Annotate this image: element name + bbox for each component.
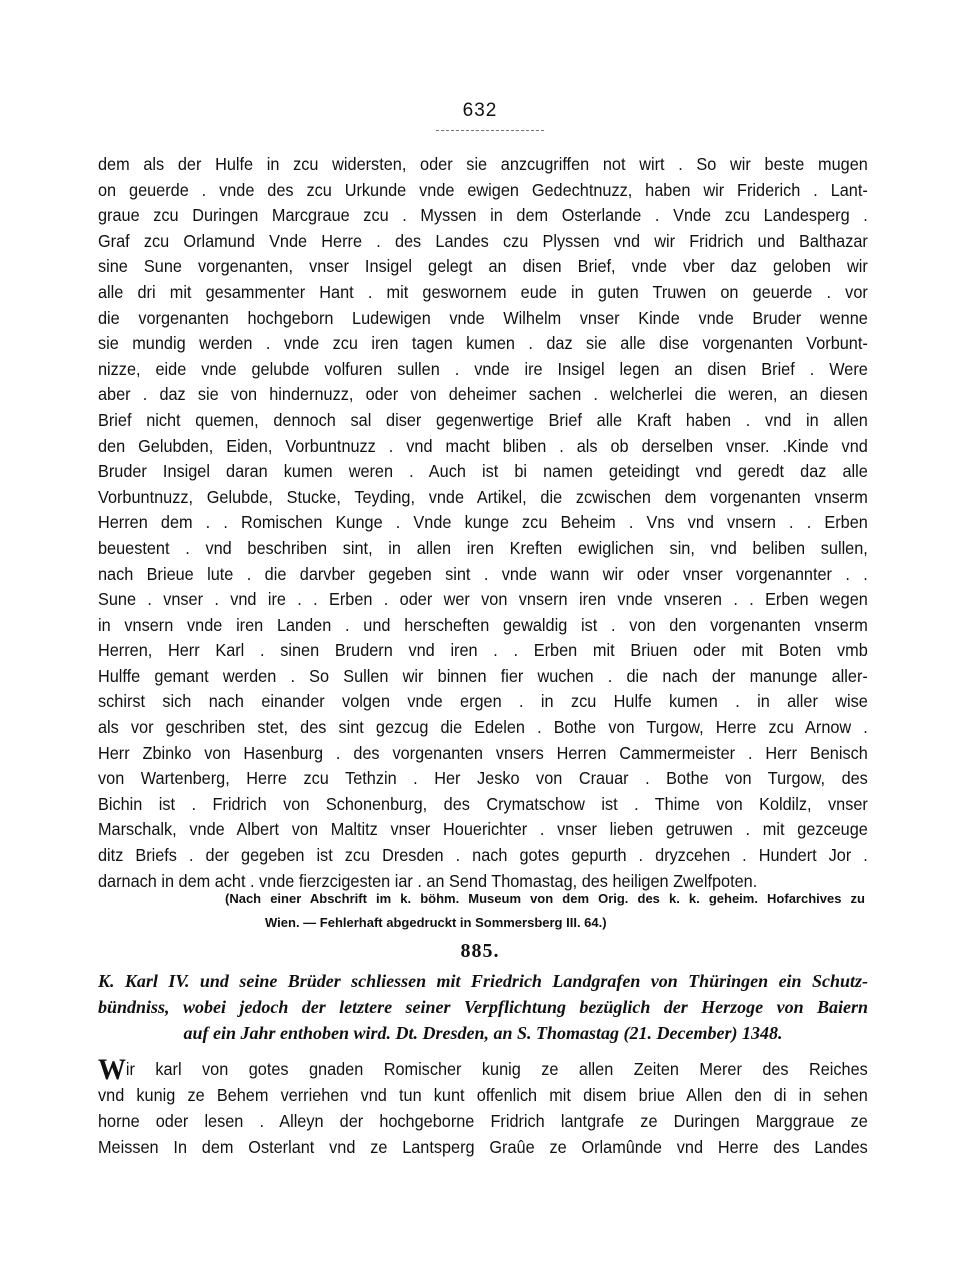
charter-line: horne oder lesen . Alleyn der hochgeborne Fridrich lantgrafe ze Duringen Marggraue ze [98,1111,868,1131]
body-line: Marschalk, vnde Albert von Maltitz vnser Houerichter . vnser lieben getruwen . mit gezceuge [98,819,868,840]
body-line: graue zcu Duringen Marcgraue zcu . Myssen in dem Osterlande . Vnde zcu Landesperg . [98,205,868,226]
body-line: Sune . vnser . vnd ire . . Erben . oder wer von vnsern iren vnde vnseren . . Erben wegen [98,589,868,610]
body-line: nizze, eide vnde gelubde volfuren sullen . vnde ire Insigel legen an disen Brief . Were [98,358,868,379]
body-line: on geuerde . vnde des zcu Urkunde vnde ewigen Gedechtnuzz, haben wir Friderich . Lant- [98,179,868,200]
body-line: den Gelubden, Eiden, Vorbuntnuzz . vnd macht bliben . als ob derselben vnser. .Kinde vnd [98,435,868,456]
source-note-line: (Nach einer Abschrift im k. böhm. Museum von dem Orig. des k. k. geheim. Hofarchives zu [225,891,865,906]
body-line: Brief nicht quemen, dennoch sal diser gegenwertige Brief alle Kraft haben . vnd in allen [98,409,868,430]
body-line: Vorbuntnuzz, Gelubde, Stucke, Teyding, vnde Artikel, die zcwischen dem vorgenanten vnserm [98,486,868,507]
body-line: die vorgenanten hochgeborn Ludewigen vnde Wilhelm vnser Kinde vnde Bruder wenne [98,307,868,328]
body-line: Hulffe gemant werden . So Sullen wir binnen fier wuchen . die nach der manunge aller- [98,665,868,686]
charter-line [98,1056,868,1082]
body-line: ditz Briefs . der gegeben ist zcu Dresden . nach gotes gepurth . dryzcehen . Hundert Jor . [98,845,868,866]
body-line: aber . daz sie von hindernuzz, oder von deheimer sachen . welcherlei die weren, an diesen [98,384,868,405]
regest-line: K. Karl IV. und seine Brüder schliessen mit Friedrich Landgrafen von Thüringen ein Schutz- [98,971,868,991]
body-line: alle dri mit gesammenter Hant . mit geswornem eude in guten Truwen on geuerde . vor [98,281,868,302]
body-line: als vor geschriben stet, des sint gezcug die Edelen . Bothe von Turgow, Herre zcu Arnow . [98,717,868,738]
drop-initial: W [98,1056,126,1082]
charter-line: Meissen In dem Osterlant vnd ze Lantsperg Graûe ze Orlamûnde vnd Herre des Landes [98,1137,868,1157]
document-number: 885. [460,940,500,962]
body-line: in vnsern vnde iren Landen . und herscheften gewaldig ist . von den vorgenanten vnserm [98,614,868,635]
body-line: schirst sich nach einander volgen vnde ergen . in zcu Hulfe kumen . in aller wise [98,691,868,712]
regest-line: auf ein Jahr enthoben wird. Dt. Dresden, an S. Thomastag (21. December) 1348. [183,1023,783,1043]
body-line: Bichin ist . Fridrich von Schonenburg, des Crymatschow ist . Thime von Koldilz, vnser [98,793,868,814]
body-line: von Wartenberg, Herre zcu Tethzin . Her Jesko von Crauar . Bothe von Turgow, des [98,768,868,789]
body-line: Herren, Herr Karl . sinen Brudern vnd iren . . Erben mit Briuen oder mit Boten vmb [98,640,868,661]
page-number: 632 [462,100,498,121]
body-line: Graf zcu Orlamund Vnde Herre . des Landes czu Plyssen vnd wir Fridrich und Balthazar [98,230,868,251]
charter-text [98,1056,868,1160]
body-line: Herren dem . . Romischen Kunge . Vnde kunge zcu Beheim . Vns vnd vnsern . . Erben [98,512,868,533]
charter-line-text: ir karl von gotes gnaden Romischer kunig ze allen Zeiten Merer des Reiches [125,1059,868,1079]
source-note-line: Wien. — Fehlerhaft abgedruckt in Sommersberg III. 64.) [265,915,607,930]
body-line: Bruder Insigel daran kumen weren . Auch ist bi namen geteidingt vnd geredt daz alle [98,461,868,482]
body-line: sie mundig werden . vnde zcu iren tagen kumen . daz sie alle dise vorgenanten Vorbunt- [98,333,868,354]
charter-line: vnd kunig ze Behem verriehen vnd tun kunt offenlich mit disem briue Allen den di in sehen [98,1085,868,1105]
body-line: dem als der Hulfe in zcu widersten, oder sie anzcugriffen not wirt . So wir beste mugen [98,154,868,174]
body-text [98,152,868,894]
regest-summary [98,968,868,1046]
regest-line: bündniss, wobei jedoch der letztere seiner Verpflichtung bezüglich der Herzoge von Baiern [98,997,868,1017]
body-line: nach Brieue lute . die darvber gegeben sint . vnde wann wir oder vnser vorgenannter . . [98,563,868,584]
source-note [225,887,865,935]
body-line: darnach in dem acht . vnde fierzcigesten iar . an Send Thomastag, des heiligen Zwelfpoten. [98,870,758,891]
body-line: Herr Zbinko von Hasenburg . des vorgenanten vnsers Herren Cammermeister . Herr Benisch [98,742,868,763]
body-line: beuestent . vnd beschriben sint, in allen iren Kreften ewiglichen sin, vnd beliben sullen, [98,537,868,558]
body-line: sine Sune vorgenanten, vnser Insigel gelegt an disen Brief, vnde vber daz geloben wir [98,256,868,277]
page-number-rule [436,130,544,132]
